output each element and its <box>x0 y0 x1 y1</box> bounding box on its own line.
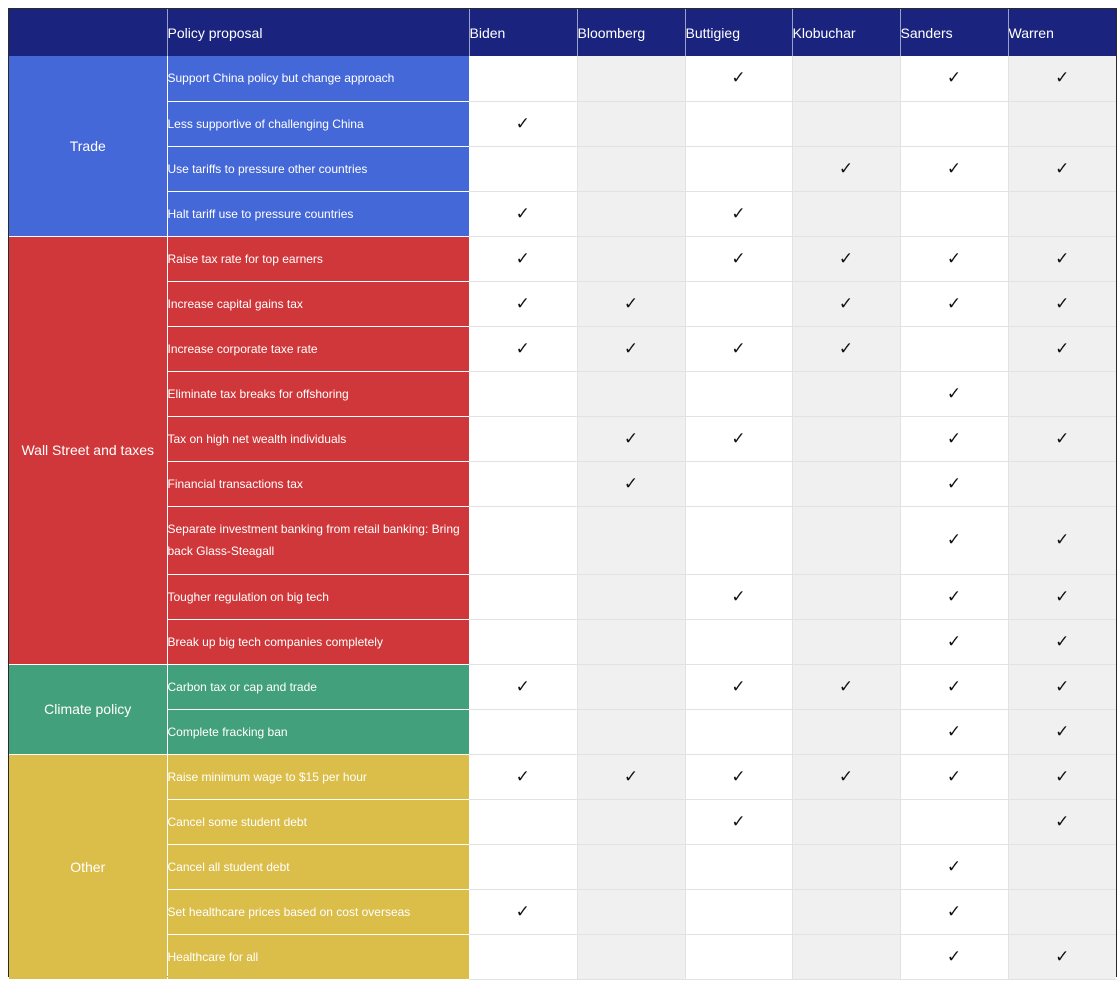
table-row <box>9 664 1116 709</box>
policy-cell: Complete fracking ban <box>167 709 469 754</box>
check-cell-klobuchar <box>792 371 900 416</box>
check-cell-klobuchar <box>792 326 900 371</box>
check-cell-warren <box>1008 281 1116 326</box>
check-cell-bloomberg <box>577 101 685 146</box>
checkmark-icon: ✓ <box>946 530 962 549</box>
candidate-header-klobuchar: Klobuchar <box>792 9 900 56</box>
checkmark-icon: ✓ <box>623 428 639 448</box>
check-cell-biden <box>469 574 577 619</box>
check-cell-sanders <box>900 754 1008 799</box>
check-cell-sanders <box>900 281 1008 326</box>
category-cell: Trade <box>9 56 167 236</box>
checkmark-icon: ✓ <box>838 248 854 268</box>
check-cell-klobuchar <box>792 934 900 979</box>
check-cell-buttigieg <box>685 191 792 236</box>
checkmark-icon: ✓ <box>1055 721 1070 741</box>
check-cell-buttigieg <box>685 56 792 101</box>
check-cell-warren <box>1008 371 1116 416</box>
candidate-header-warren: Warren <box>1008 9 1116 56</box>
check-cell-sanders <box>900 574 1008 619</box>
checkmark-icon: ✓ <box>946 473 962 493</box>
checkmark-icon: ✓ <box>515 203 530 223</box>
checkmark-icon: ✓ <box>623 473 639 493</box>
check-cell-biden <box>469 664 577 709</box>
checkmark-icon: ✓ <box>731 811 746 831</box>
checkmark-icon: ✓ <box>946 676 962 696</box>
policy-cell: Separate investment banking from retail banking: Bring back Glass-Steagall <box>167 506 469 574</box>
check-cell-sanders <box>900 236 1008 281</box>
check-cell-biden <box>469 506 577 574</box>
check-cell-warren <box>1008 889 1116 934</box>
policy-cell: Set healthcare prices based on cost overseas <box>167 889 469 934</box>
check-cell-warren <box>1008 416 1116 461</box>
check-cell-buttigieg <box>685 461 792 506</box>
checkmark-icon: ✓ <box>1055 293 1070 313</box>
check-cell-warren <box>1008 799 1116 844</box>
candidate-header-buttigieg: Buttigieg <box>685 9 792 56</box>
check-cell-sanders <box>900 619 1008 664</box>
policy-cell: Raise minimum wage to $15 per hour <box>167 754 469 799</box>
check-cell-klobuchar <box>792 236 900 281</box>
check-cell-warren <box>1008 664 1116 709</box>
check-cell-warren <box>1008 934 1116 979</box>
check-cell-klobuchar <box>792 754 900 799</box>
check-cell-klobuchar <box>792 889 900 934</box>
check-cell-biden <box>469 889 577 934</box>
checkmark-icon: ✓ <box>946 946 962 966</box>
checkmark-icon: ✓ <box>946 586 962 606</box>
checkmark-icon: ✓ <box>838 293 854 313</box>
checkmark-icon: ✓ <box>838 766 854 786</box>
check-cell-klobuchar <box>792 574 900 619</box>
table-row <box>9 191 1116 236</box>
table-row <box>9 619 1116 664</box>
table-row <box>9 934 1116 979</box>
check-cell-biden <box>469 146 577 191</box>
check-cell-warren <box>1008 146 1116 191</box>
check-cell-sanders <box>900 416 1008 461</box>
policy-cell: Halt tariff use to pressure countries <box>167 191 469 236</box>
checkmark-icon: ✓ <box>946 631 962 651</box>
candidate-header-biden: Biden <box>469 9 577 56</box>
check-cell-bloomberg <box>577 844 685 889</box>
policy-cell: Financial transactions tax <box>167 461 469 506</box>
check-cell-bloomberg <box>577 461 685 506</box>
policy-cell: Cancel some student debt <box>167 799 469 844</box>
checkmark-icon: ✓ <box>946 158 962 178</box>
check-cell-bloomberg <box>577 934 685 979</box>
table-body <box>9 56 1116 979</box>
check-cell-bloomberg <box>577 709 685 754</box>
table-row <box>9 799 1116 844</box>
policy-cell: Tax on high net wealth individuals <box>167 416 469 461</box>
category-cell: Other <box>9 754 167 979</box>
check-cell-biden <box>469 191 577 236</box>
check-cell-buttigieg <box>685 799 792 844</box>
policy-cell: Use tariffs to pressure other countries <box>167 146 469 191</box>
check-cell-bloomberg <box>577 371 685 416</box>
check-cell-biden <box>469 754 577 799</box>
check-cell-buttigieg <box>685 416 792 461</box>
checkmark-icon: ✓ <box>731 203 746 223</box>
checkmark-icon: ✓ <box>731 338 746 358</box>
checkmark-icon: ✓ <box>731 766 746 786</box>
table-row <box>9 146 1116 191</box>
checkmark-icon: ✓ <box>731 68 746 88</box>
table-row <box>9 461 1116 506</box>
policy-cell: Raise tax rate for top earners <box>167 236 469 281</box>
check-cell-warren <box>1008 101 1116 146</box>
check-cell-bloomberg <box>577 236 685 281</box>
checkmark-icon: ✓ <box>1055 811 1070 831</box>
check-cell-bloomberg <box>577 506 685 574</box>
checkmark-icon: ✓ <box>515 766 530 786</box>
check-cell-bloomberg <box>577 191 685 236</box>
check-cell-buttigieg <box>685 574 792 619</box>
check-cell-bloomberg <box>577 754 685 799</box>
check-cell-klobuchar <box>792 709 900 754</box>
check-cell-sanders <box>900 664 1008 709</box>
checkmark-icon: ✓ <box>515 676 530 696</box>
policy-cell: Increase corporate taxe rate <box>167 326 469 371</box>
check-cell-buttigieg <box>685 326 792 371</box>
check-cell-sanders <box>900 506 1008 574</box>
table-row <box>9 709 1116 754</box>
checkmark-icon: ✓ <box>838 676 854 696</box>
checkmark-icon: ✓ <box>1055 766 1070 786</box>
checkmark-icon: ✓ <box>515 248 530 268</box>
check-cell-klobuchar <box>792 281 900 326</box>
checkmark-icon: ✓ <box>946 766 962 786</box>
checkmark-icon: ✓ <box>946 248 962 268</box>
check-cell-biden <box>469 619 577 664</box>
checkmark-icon: ✓ <box>946 428 962 448</box>
checkmark-icon: ✓ <box>946 856 962 876</box>
policy-comparison-table <box>9 9 1116 980</box>
check-cell-biden <box>469 101 577 146</box>
candidate-header-bloomberg: Bloomberg <box>577 9 685 56</box>
policy-cell: Tougher regulation on big tech <box>167 574 469 619</box>
checkmark-icon: ✓ <box>838 338 854 358</box>
check-cell-bloomberg <box>577 889 685 934</box>
check-cell-buttigieg <box>685 371 792 416</box>
check-cell-klobuchar <box>792 56 900 101</box>
policy-comparison-table-frame <box>8 8 1117 977</box>
policy-cell: Healthcare for all <box>167 934 469 979</box>
category-cell: Wall Street and taxes <box>9 236 167 664</box>
table-row <box>9 56 1116 101</box>
check-cell-bloomberg <box>577 146 685 191</box>
check-cell-klobuchar <box>792 664 900 709</box>
check-cell-biden <box>469 709 577 754</box>
check-cell-sanders <box>900 326 1008 371</box>
check-cell-klobuchar <box>792 799 900 844</box>
policy-cell: Eliminate tax breaks for offshoring <box>167 371 469 416</box>
checkmark-icon: ✓ <box>946 721 962 741</box>
checkmark-icon: ✓ <box>946 68 962 88</box>
candidate-header-sanders: Sanders <box>900 9 1008 56</box>
checkmark-icon: ✓ <box>623 293 639 313</box>
checkmark-icon: ✓ <box>731 428 746 448</box>
policy-cell: Carbon tax or cap and trade <box>167 664 469 709</box>
policy-cell: Support China policy but change approach <box>167 56 469 101</box>
policy-header: Policy proposal <box>167 9 469 56</box>
check-cell-sanders <box>900 799 1008 844</box>
check-cell-buttigieg <box>685 934 792 979</box>
check-cell-buttigieg <box>685 236 792 281</box>
table-row <box>9 371 1116 416</box>
checkmark-icon: ✓ <box>1055 586 1070 606</box>
check-cell-biden <box>469 371 577 416</box>
check-cell-warren <box>1008 619 1116 664</box>
check-cell-sanders <box>900 56 1008 101</box>
check-cell-bloomberg <box>577 326 685 371</box>
check-cell-bloomberg <box>577 416 685 461</box>
checkmark-icon: ✓ <box>946 901 962 921</box>
table-row <box>9 506 1116 574</box>
check-cell-buttigieg <box>685 619 792 664</box>
check-cell-klobuchar <box>792 416 900 461</box>
policy-cell: Break up big tech companies completely <box>167 619 469 664</box>
check-cell-warren <box>1008 461 1116 506</box>
check-cell-biden <box>469 281 577 326</box>
header-row <box>9 9 1116 56</box>
checkmark-icon: ✓ <box>623 338 639 358</box>
check-cell-biden <box>469 416 577 461</box>
check-cell-warren <box>1008 506 1116 574</box>
check-cell-sanders <box>900 101 1008 146</box>
checkmark-icon: ✓ <box>946 293 962 313</box>
checkmark-icon: ✓ <box>1055 530 1070 549</box>
check-cell-warren <box>1008 326 1116 371</box>
check-cell-sanders <box>900 146 1008 191</box>
checkmark-icon: ✓ <box>1055 158 1070 178</box>
check-cell-bloomberg <box>577 664 685 709</box>
check-cell-buttigieg <box>685 281 792 326</box>
check-cell-bloomberg <box>577 574 685 619</box>
policy-cell: Less supportive of challenging China <box>167 101 469 146</box>
table-row <box>9 754 1116 799</box>
checkmark-icon: ✓ <box>1055 68 1070 88</box>
table-row <box>9 416 1116 461</box>
checkmark-icon: ✓ <box>1055 631 1070 651</box>
check-cell-klobuchar <box>792 844 900 889</box>
check-cell-biden <box>469 799 577 844</box>
table-row <box>9 844 1116 889</box>
check-cell-bloomberg <box>577 281 685 326</box>
check-cell-sanders <box>900 371 1008 416</box>
checkmark-icon: ✓ <box>515 338 530 358</box>
check-cell-biden <box>469 934 577 979</box>
check-cell-buttigieg <box>685 146 792 191</box>
checkmark-icon: ✓ <box>1055 248 1070 268</box>
check-cell-buttigieg <box>685 664 792 709</box>
policy-cell: Increase capital gains tax <box>167 281 469 326</box>
checkmark-icon: ✓ <box>1055 428 1070 448</box>
check-cell-biden <box>469 236 577 281</box>
check-cell-sanders <box>900 934 1008 979</box>
check-cell-sanders <box>900 844 1008 889</box>
check-cell-klobuchar <box>792 506 900 574</box>
check-cell-biden <box>469 844 577 889</box>
check-cell-biden <box>469 461 577 506</box>
table-row <box>9 281 1116 326</box>
check-cell-warren <box>1008 844 1116 889</box>
checkmark-icon: ✓ <box>515 113 530 133</box>
check-cell-klobuchar <box>792 461 900 506</box>
category-header <box>9 9 167 56</box>
category-cell: Climate policy <box>9 664 167 754</box>
checkmark-icon: ✓ <box>515 901 530 921</box>
checkmark-icon: ✓ <box>838 158 854 178</box>
check-cell-biden <box>469 56 577 101</box>
checkmark-icon: ✓ <box>731 248 746 268</box>
checkmark-icon: ✓ <box>731 676 746 696</box>
check-cell-warren <box>1008 574 1116 619</box>
checkmark-icon: ✓ <box>946 383 962 403</box>
check-cell-buttigieg <box>685 101 792 146</box>
checkmark-icon: ✓ <box>623 766 639 786</box>
checkmark-icon: ✓ <box>515 293 530 313</box>
check-cell-klobuchar <box>792 146 900 191</box>
check-cell-biden <box>469 326 577 371</box>
check-cell-warren <box>1008 754 1116 799</box>
checkmark-icon: ✓ <box>1055 338 1070 358</box>
check-cell-sanders <box>900 191 1008 236</box>
table-row <box>9 101 1116 146</box>
check-cell-buttigieg <box>685 889 792 934</box>
check-cell-bloomberg <box>577 56 685 101</box>
check-cell-warren <box>1008 191 1116 236</box>
checkmark-icon: ✓ <box>731 586 746 606</box>
table-row <box>9 326 1116 371</box>
check-cell-buttigieg <box>685 844 792 889</box>
check-cell-sanders <box>900 889 1008 934</box>
check-cell-bloomberg <box>577 619 685 664</box>
check-cell-klobuchar <box>792 101 900 146</box>
table-row <box>9 236 1116 281</box>
check-cell-sanders <box>900 461 1008 506</box>
check-cell-warren <box>1008 236 1116 281</box>
checkmark-icon: ✓ <box>1055 676 1070 696</box>
check-cell-klobuchar <box>792 191 900 236</box>
check-cell-bloomberg <box>577 799 685 844</box>
check-cell-sanders <box>900 709 1008 754</box>
checkmark-icon: ✓ <box>1055 946 1070 966</box>
table-row <box>9 889 1116 934</box>
check-cell-klobuchar <box>792 619 900 664</box>
policy-cell: Cancel all student debt <box>167 844 469 889</box>
table-row <box>9 574 1116 619</box>
check-cell-buttigieg <box>685 709 792 754</box>
check-cell-warren <box>1008 56 1116 101</box>
check-cell-warren <box>1008 709 1116 754</box>
check-cell-buttigieg <box>685 506 792 574</box>
check-cell-buttigieg <box>685 754 792 799</box>
